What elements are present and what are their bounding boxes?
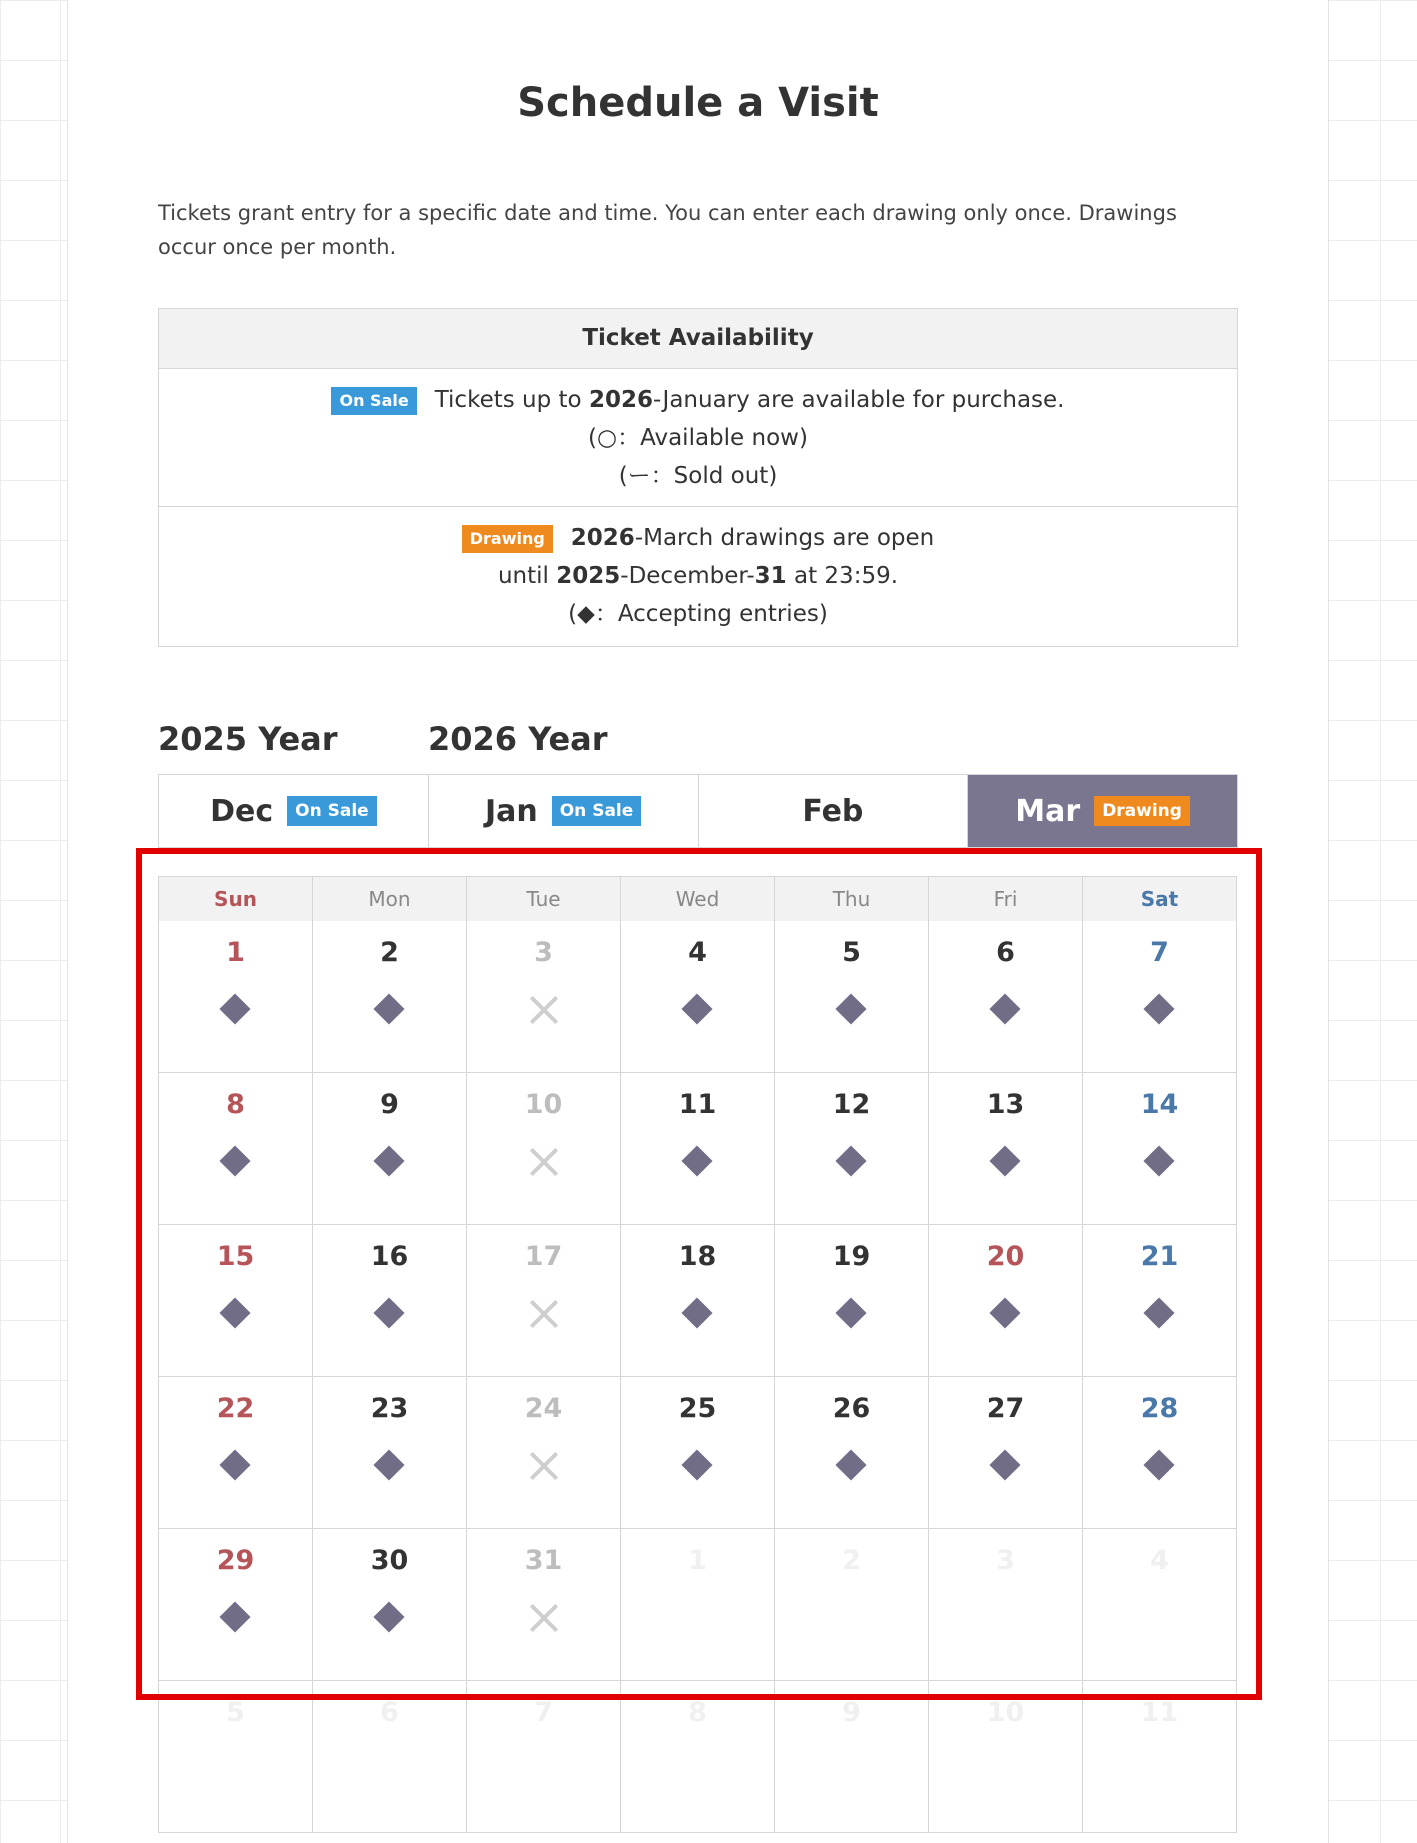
diamond-shape bbox=[681, 1297, 712, 1328]
weekday-wed: Wed bbox=[621, 877, 775, 921]
day-number: 19 bbox=[832, 1241, 871, 1272]
availability-header: Ticket Availability bbox=[159, 309, 1237, 369]
entry-diamond-icon bbox=[832, 1446, 872, 1486]
calendar-week bbox=[159, 921, 1237, 1073]
drawing-deadline-year: 2025 bbox=[556, 563, 621, 589]
day-number: 18 bbox=[678, 1241, 717, 1272]
day-number: 8 bbox=[688, 1697, 707, 1728]
diamond-shape bbox=[989, 1449, 1020, 1480]
content-panel bbox=[67, 0, 1329, 1843]
drawing-year: 2026 bbox=[570, 525, 635, 551]
entry-diamond-icon bbox=[986, 1446, 1026, 1486]
drawing-deadline-month: -December- bbox=[620, 563, 755, 589]
weekday-sun: Sun bbox=[159, 877, 313, 921]
day-number: 17 bbox=[524, 1241, 563, 1272]
entry-diamond-icon bbox=[1140, 990, 1180, 1030]
day-number: 21 bbox=[1140, 1241, 1179, 1272]
calendar-day bbox=[1083, 1681, 1237, 1832]
intro-text: Tickets grant entry for a specific date and time. You can enter each drawing only once. Drawings occur once per month. bbox=[158, 201, 1177, 259]
day-number: 7 bbox=[1150, 937, 1169, 968]
calendar-day[interactable] bbox=[159, 1225, 313, 1376]
calendar-day[interactable] bbox=[1083, 1225, 1237, 1376]
on-sale-suffix: -January are available for purchase. bbox=[652, 387, 1065, 413]
cross-shape bbox=[524, 990, 564, 1030]
calendar-day[interactable] bbox=[1083, 1377, 1237, 1528]
calendar-day bbox=[159, 1681, 313, 1832]
calendar-weekday-header bbox=[159, 877, 1237, 921]
legend-available: (○：Available now) bbox=[588, 425, 808, 451]
calendar-week bbox=[159, 1529, 1237, 1681]
day-number: 25 bbox=[678, 1393, 717, 1424]
entry-diamond-icon bbox=[370, 990, 410, 1030]
day-number: 9 bbox=[842, 1697, 861, 1728]
diamond-shape bbox=[1143, 1297, 1174, 1328]
calendar-day bbox=[621, 1681, 775, 1832]
day-number: 22 bbox=[216, 1393, 255, 1424]
entry-diamond-icon bbox=[370, 1142, 410, 1182]
calendar-day[interactable] bbox=[929, 921, 1083, 1072]
drawing-badge: Drawing bbox=[462, 525, 553, 553]
tab-label: Feb bbox=[802, 793, 864, 829]
cross-shape bbox=[524, 1142, 564, 1182]
drawing-until: until bbox=[497, 563, 557, 589]
diamond-shape bbox=[1143, 1449, 1174, 1480]
day-number: 23 bbox=[370, 1393, 409, 1424]
calendar-day[interactable] bbox=[313, 1377, 467, 1528]
page-title: Schedule a Visit bbox=[517, 80, 879, 126]
diamond-shape bbox=[219, 993, 250, 1024]
diamond-shape bbox=[219, 1449, 250, 1480]
calendar-day[interactable] bbox=[775, 1225, 929, 1376]
unavailable-cross-icon bbox=[524, 1598, 564, 1638]
on-sale-year: 2026 bbox=[588, 387, 653, 413]
calendar-day bbox=[929, 1529, 1083, 1680]
diamond-shape bbox=[835, 1145, 866, 1176]
day-number: 4 bbox=[1150, 1545, 1169, 1576]
entry-diamond-icon bbox=[216, 1598, 256, 1638]
entry-diamond-icon bbox=[370, 1446, 410, 1486]
ticket-availability-box bbox=[158, 308, 1238, 647]
diamond-shape bbox=[835, 1449, 866, 1480]
year-label-2025: 2025 Year bbox=[158, 720, 338, 758]
entry-diamond-icon bbox=[1140, 1142, 1180, 1182]
day-number: 10 bbox=[524, 1089, 563, 1120]
unavailable-cross-icon bbox=[524, 1142, 564, 1182]
day-number: 28 bbox=[1140, 1393, 1179, 1424]
day-number: 1 bbox=[688, 1545, 707, 1576]
entry-diamond-icon bbox=[678, 1142, 718, 1182]
diamond-shape bbox=[1143, 993, 1174, 1024]
calendar-day bbox=[467, 1225, 621, 1376]
tab-feb[interactable] bbox=[699, 775, 969, 847]
diamond-shape bbox=[219, 1297, 250, 1328]
calendar-week bbox=[159, 1225, 1237, 1377]
tab-label: Jan bbox=[484, 793, 538, 829]
tab-label: Mar bbox=[1015, 793, 1081, 829]
day-number: 31 bbox=[524, 1545, 563, 1576]
day-number: 3 bbox=[534, 937, 553, 968]
legend-soldout: (ー：Sold out) bbox=[618, 463, 778, 489]
diamond-shape bbox=[373, 1601, 404, 1632]
calendar-day[interactable] bbox=[929, 1377, 1083, 1528]
day-number: 2 bbox=[380, 937, 399, 968]
day-number: 4 bbox=[688, 937, 707, 968]
drawing-info bbox=[159, 507, 1237, 646]
calendar-day[interactable] bbox=[775, 1377, 929, 1528]
day-number: 11 bbox=[1140, 1697, 1179, 1728]
calendar-day bbox=[467, 1681, 621, 1832]
weekday-thu: Thu bbox=[775, 877, 929, 921]
unavailable-cross-icon bbox=[524, 990, 564, 1030]
day-number: 5 bbox=[842, 937, 861, 968]
tab-dec[interactable] bbox=[159, 775, 429, 847]
calendar-day[interactable] bbox=[313, 921, 467, 1072]
entry-diamond-icon bbox=[216, 1294, 256, 1334]
calendar-body bbox=[159, 921, 1237, 1833]
drawing-deadline-day: 31 bbox=[754, 563, 787, 589]
day-number: 15 bbox=[216, 1241, 255, 1272]
calendar-day[interactable] bbox=[775, 1073, 929, 1224]
diamond-shape bbox=[989, 1297, 1020, 1328]
calendar-day[interactable] bbox=[621, 921, 775, 1072]
day-number: 13 bbox=[986, 1089, 1025, 1120]
day-number: 2 bbox=[842, 1545, 861, 1576]
day-number: 11 bbox=[678, 1089, 717, 1120]
day-number: 10 bbox=[986, 1697, 1025, 1728]
entry-diamond-icon bbox=[678, 1294, 718, 1334]
diamond-shape bbox=[989, 1145, 1020, 1176]
day-number: 27 bbox=[986, 1393, 1025, 1424]
weekday-tue: Tue bbox=[467, 877, 621, 921]
calendar-day[interactable] bbox=[159, 1377, 313, 1528]
unavailable-cross-icon bbox=[524, 1294, 564, 1334]
day-number: 29 bbox=[216, 1545, 255, 1576]
diamond-shape bbox=[835, 1297, 866, 1328]
diamond-shape bbox=[219, 1601, 250, 1632]
diamond-shape bbox=[373, 993, 404, 1024]
calendar-day bbox=[1083, 1529, 1237, 1680]
day-number: 12 bbox=[832, 1089, 871, 1120]
drawing-deadline-time: at 23:59. bbox=[786, 563, 899, 589]
day-number: 30 bbox=[370, 1545, 409, 1576]
day-number: 6 bbox=[996, 937, 1015, 968]
on-sale-badge: On Sale bbox=[552, 796, 642, 826]
calendar-day[interactable] bbox=[1083, 1073, 1237, 1224]
diamond-shape bbox=[1143, 1145, 1174, 1176]
diamond-shape bbox=[681, 993, 712, 1024]
calendar-day[interactable] bbox=[313, 1073, 467, 1224]
calendar-day bbox=[313, 1681, 467, 1832]
on-sale-badge: On Sale bbox=[331, 387, 416, 415]
day-number: 6 bbox=[380, 1697, 399, 1728]
on-sale-info bbox=[159, 369, 1237, 507]
entry-diamond-icon bbox=[986, 1142, 1026, 1182]
on-sale-prefix: Tickets up to bbox=[434, 387, 589, 413]
entry-diamond-icon bbox=[832, 990, 872, 1030]
entry-diamond-icon bbox=[832, 1294, 872, 1334]
entry-diamond-icon bbox=[370, 1598, 410, 1638]
entry-diamond-icon bbox=[216, 1142, 256, 1182]
day-number: 20 bbox=[986, 1241, 1025, 1272]
calendar-day[interactable] bbox=[775, 921, 929, 1072]
calendar-week bbox=[159, 1377, 1237, 1529]
calendar-day[interactable] bbox=[313, 1225, 467, 1376]
unavailable-cross-icon bbox=[524, 1446, 564, 1486]
entry-diamond-icon bbox=[216, 1446, 256, 1486]
diamond-shape bbox=[681, 1449, 712, 1480]
calendar-day[interactable] bbox=[929, 1073, 1083, 1224]
drawing-badge: Drawing bbox=[1094, 796, 1190, 826]
calendar-day[interactable] bbox=[1083, 921, 1237, 1072]
calendar-week bbox=[159, 1681, 1237, 1833]
entry-diamond-icon bbox=[986, 990, 1026, 1030]
entry-diamond-icon bbox=[1140, 1294, 1180, 1334]
tab-mar[interactable] bbox=[968, 775, 1237, 847]
on-sale-badge: On Sale bbox=[287, 796, 377, 826]
entry-diamond-icon bbox=[1140, 1446, 1180, 1486]
drawing-line1: -March drawings are open bbox=[634, 525, 935, 551]
cross-shape bbox=[524, 1598, 564, 1638]
calendar-day bbox=[929, 1681, 1083, 1832]
day-number: 1 bbox=[226, 937, 245, 968]
diamond-shape bbox=[219, 1145, 250, 1176]
calendar-day[interactable] bbox=[621, 1225, 775, 1376]
month-tabs bbox=[158, 774, 1238, 848]
day-number: 3 bbox=[996, 1545, 1015, 1576]
calendar-day[interactable] bbox=[159, 1073, 313, 1224]
calendar-day bbox=[467, 1529, 621, 1680]
diamond-shape bbox=[835, 993, 866, 1024]
calendar-day bbox=[467, 921, 621, 1072]
calendar-day bbox=[467, 1377, 621, 1528]
diamond-shape bbox=[373, 1449, 404, 1480]
calendar-day[interactable] bbox=[313, 1529, 467, 1680]
calendar-day[interactable] bbox=[929, 1225, 1083, 1376]
calendar-day bbox=[775, 1529, 929, 1680]
day-number: 24 bbox=[524, 1393, 563, 1424]
calendar-day bbox=[775, 1681, 929, 1832]
entry-diamond-icon bbox=[678, 1446, 718, 1486]
cross-shape bbox=[524, 1294, 564, 1334]
calendar-day[interactable] bbox=[159, 1529, 313, 1680]
diamond-shape bbox=[681, 1145, 712, 1176]
day-number: 8 bbox=[226, 1089, 245, 1120]
entry-diamond-icon bbox=[986, 1294, 1026, 1334]
entry-diamond-icon bbox=[678, 990, 718, 1030]
calendar-day[interactable] bbox=[159, 921, 313, 1072]
calendar-day bbox=[467, 1073, 621, 1224]
weekday-sat: Sat bbox=[1083, 877, 1237, 921]
weekday-mon: Mon bbox=[313, 877, 467, 921]
cross-shape bbox=[524, 1446, 564, 1486]
day-number: 7 bbox=[534, 1697, 553, 1728]
day-number: 9 bbox=[380, 1089, 399, 1120]
tab-label: Dec bbox=[210, 793, 274, 829]
day-number: 14 bbox=[1140, 1089, 1179, 1120]
calendar bbox=[158, 876, 1237, 1833]
entry-diamond-icon bbox=[216, 990, 256, 1030]
diamond-shape bbox=[373, 1145, 404, 1176]
entry-diamond-icon bbox=[370, 1294, 410, 1334]
weekday-fri: Fri bbox=[929, 877, 1083, 921]
diamond-shape bbox=[989, 993, 1020, 1024]
calendar-week bbox=[159, 1073, 1237, 1225]
day-number: 16 bbox=[370, 1241, 409, 1272]
year-label-2026: 2026 Year bbox=[428, 720, 608, 758]
calendar-day bbox=[621, 1529, 775, 1680]
legend-entries: (◆：Accepting entries) bbox=[568, 601, 828, 627]
day-number: 26 bbox=[832, 1393, 871, 1424]
entry-diamond-icon bbox=[832, 1142, 872, 1182]
diamond-shape bbox=[373, 1297, 404, 1328]
day-number: 5 bbox=[226, 1697, 245, 1728]
calendar-day[interactable] bbox=[621, 1377, 775, 1528]
tab-jan[interactable] bbox=[429, 775, 699, 847]
calendar-day[interactable] bbox=[621, 1073, 775, 1224]
